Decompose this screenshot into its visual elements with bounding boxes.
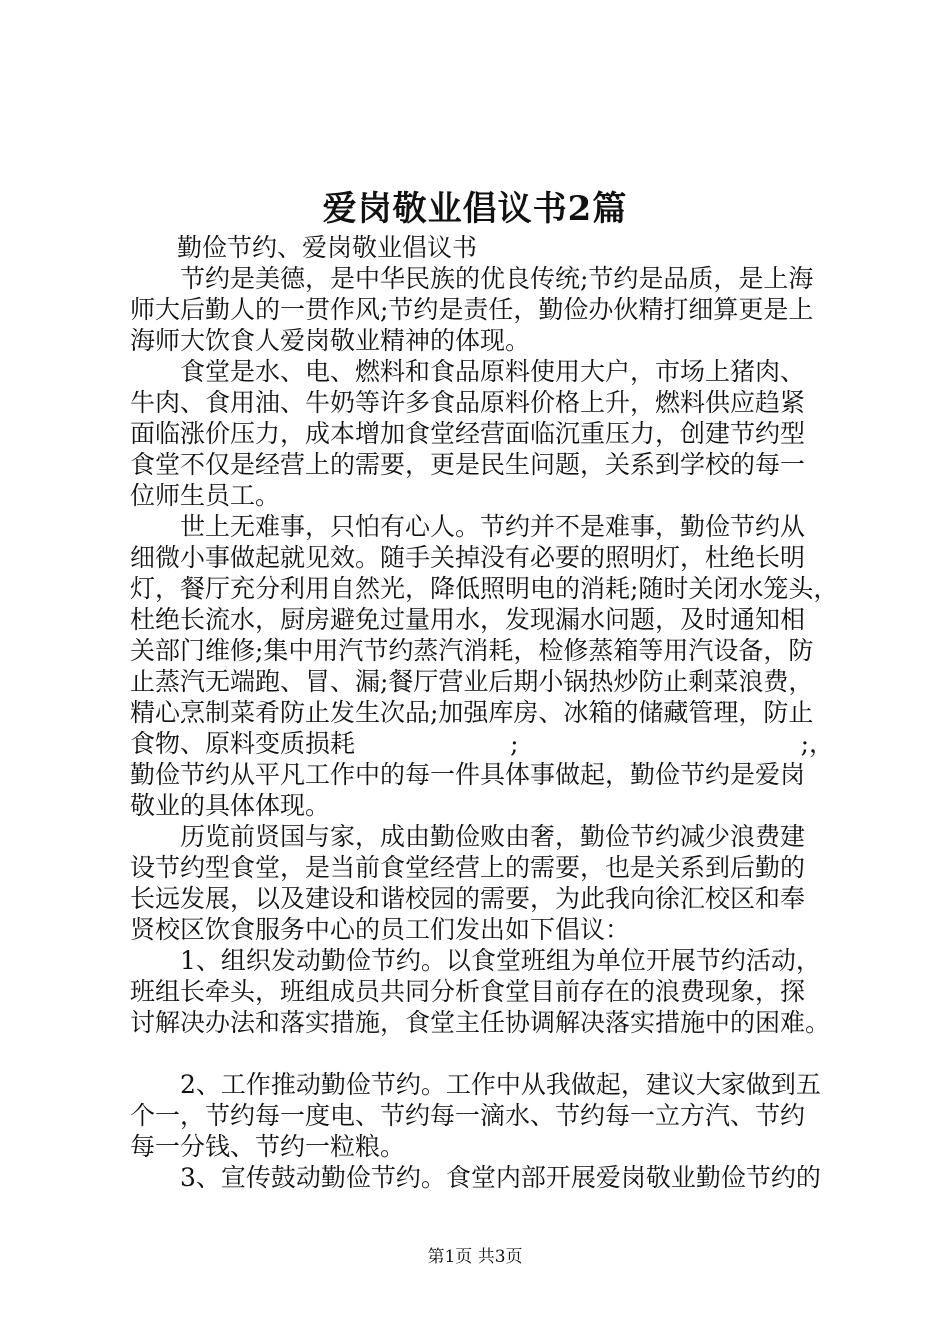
- text-line: 每一分钱、节约一粒粮。: [130, 1132, 406, 1161]
- text-line: 师大后勤人的一贯作风;节约是责任，勤俭办伙精打细算更是上: [130, 295, 814, 324]
- text-line: 食堂是水、电、燃料和食品原料使用大户，市场上猪肉、: [180, 357, 806, 386]
- text-line: 海师大饮食人爱岗敬业精神的体现。: [130, 326, 531, 355]
- text-line: [130, 1038, 834, 1069]
- spread-mid: ;: [510, 729, 519, 758]
- text-line: 灯，餐厅充分利用自然光，降低照明电的消耗;随时关闭水笼头，: [130, 574, 839, 603]
- document-body: [130, 232, 839, 1193]
- text-line: 1、组织发动勤俭节约。以食堂班组为单位开展节约活动，: [180, 946, 821, 975]
- text-line: 食堂不仅是经营上的需要，更是民生问题，关系到学校的每一: [130, 450, 806, 479]
- text-line: 世上无难事，只怕有心人。节约并不是难事，勤俭节约从: [180, 512, 806, 541]
- text-line: 个一，节约每一度电、节约每一滴水、节约每一立方汽、节约: [130, 1101, 806, 1130]
- body-part-1: [130, 232, 839, 728]
- text-line: 牛肉、食用油、牛奶等许多食品原料价格上升，燃料供应趋紧: [130, 388, 806, 417]
- text-line: 关部门维修;集中用汽节约蒸汽消耗，检修蒸箱等用汽设备，防: [130, 636, 814, 665]
- text-line: 班组长牵头，班组成员共同分析食堂目前存在的浪费现象，探: [130, 977, 806, 1006]
- text-line: 面临涨价压力，成本增加食堂经营面临沉重压力，创建节约型: [130, 419, 806, 448]
- text-line: 贤校区饮食服务中心的员工们发出如下倡议：: [130, 915, 631, 944]
- text-line: 节约是美德，是中华民族的优良传统;节约是品质，是上海: [180, 264, 814, 293]
- text-line: 历览前贤国与家，成由勤俭败由奢，勤俭节约减少浪费建: [180, 822, 806, 851]
- spread-line: [130, 728, 834, 759]
- text-line: 精心烹制菜肴防止发生次品;加强库房、冰箱的储藏管理，防止: [130, 698, 814, 727]
- spread-right: ;，: [800, 729, 834, 758]
- document-title: 爱岗敬业倡议书2篇: [322, 189, 628, 229]
- body-part-2: [130, 759, 834, 1193]
- text-line: 长远发展，以及建设和谐校园的需要，为此我向徐汇校区和奉: [130, 884, 806, 913]
- text-line: 3、宣传鼓动勤俭节约。食堂内部开展爱岗敬业勤俭节约的: [180, 1163, 821, 1192]
- text-line: 细微小事做起就见效。随手关掉没有必要的照明灯，杜绝长明: [130, 543, 806, 572]
- text-line: 位师生员工。: [130, 481, 281, 510]
- page-footer: 第1页 共3页: [427, 1247, 523, 1267]
- text-line: 敬业的具体体现。: [130, 791, 331, 820]
- text-line: 设节约型食堂，是当前食堂经营上的需要，也是关系到后勤的: [130, 853, 806, 882]
- text-line: 杜绝长流水，厨房避免过量用水，发现漏水问题，及时通知相: [130, 605, 806, 634]
- text-line: 勤俭节约从平凡工作中的每一件具体事做起，勤俭节约是爱岗: [130, 760, 806, 789]
- text-line: 勤俭节约、爱岗敬业倡议书: [177, 233, 478, 262]
- text-line: 2、工作推动勤俭节约。工作中从我做起，建议大家做到五: [180, 1070, 821, 1099]
- text-line: 讨解决办法和落实措施，食堂主任协调解决落实措施中的困难。: [130, 1008, 831, 1037]
- text-line: 止蒸汽无端跑、冒、漏;餐厅营业后期小锅热炒防止剩菜浪费，: [130, 667, 814, 696]
- spread-left: 食物、原料变质损耗: [130, 729, 356, 758]
